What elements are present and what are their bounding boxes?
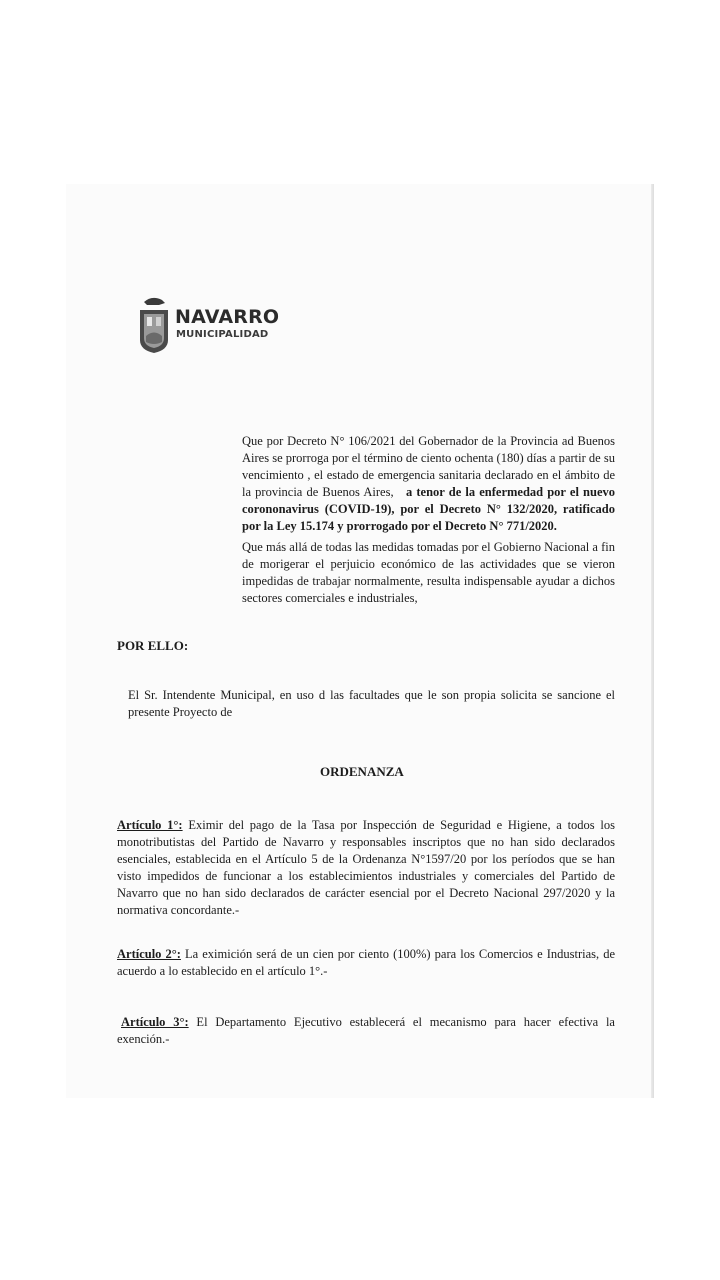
article-label: Artículo 2°: — [117, 947, 181, 961]
paragraph-first-line — [117, 433, 615, 535]
municipality-logo — [138, 296, 288, 356]
article-text: El Departamento Ejecutivo establecerá el mecanismo para hacer efectiva la exención.- — [117, 1015, 615, 1046]
article-label: Artículo 3°: — [121, 1015, 189, 1029]
page-edge-shadow — [651, 184, 654, 1098]
article-label: Artículo 1°: — [117, 818, 183, 832]
paragraph-bold-text: a tenor de la enfermedad por el nuevo corononavirus (COVID-19), por el Decreto N° 132/2020, ratificado por la Ley 15.174 y prorrogado por el Decreto N° 771/2020. — [242, 485, 616, 533]
paragraph-decreto — [117, 433, 615, 535]
paragraph-text: Que por Decreto N° 106/2021 del Gobernador de la Provincia ad Buenos Aires se prorroga por el término de ciento ochenta (180) días a partir de su vencimiento , el estado de emergencia sanitaria declarado en el ámbito de la provincia de Buenos Aires, — [242, 434, 615, 499]
article-3 — [117, 1014, 615, 1048]
article-text: Eximir del pago de la Tasa por Inspección de Seguridad e Higiene, a todos los monotributistas del Partido de Navarro y responsables inscriptos que no han sido declarados esenciales, establecida en el Artículo 5 de la Ordenanza N°1597/20 por los períodos que se han visto impedidos de funcionar a los establecimientos industriales y comerciales del Partido de Navarro que no han sido declarados de carácter esencial por el Decreto Nacional 297/2020 y la normativa concordante.- — [117, 818, 615, 917]
shield-crest-icon — [138, 296, 172, 354]
logo-name: NAVARRO — [175, 306, 280, 328]
article-2 — [117, 946, 615, 980]
logo-subtitle: MUNICIPALIDAD — [176, 329, 269, 340]
paragraph-intendente — [117, 687, 615, 721]
paragraph-text: El Sr. Intendente Municipal, en uso d las facultades que le son propia solicita se sancione el presente Proyecto de — [128, 688, 615, 719]
article-text: La eximición será de un cien por ciento (100%) para los Comercios e Industrias, de acuerdo a lo establecido en el artículo 1°.- — [117, 947, 615, 978]
ordenanza-heading: ORDENANZA — [320, 764, 404, 779]
article-1 — [117, 817, 615, 919]
paragraph-text: Que más allá de todas las medidas tomadas por el Gobierno Nacional a fin de morigerar el perjuicio económico de las actividades que se vieron impedidas de trabajar normalmente, resulta indispensable ayudar a dichos sectores comerciales e industriales, — [242, 540, 615, 605]
paragraph-medidas — [117, 539, 615, 607]
por-ello-heading: POR ELLO: — [117, 638, 189, 653]
